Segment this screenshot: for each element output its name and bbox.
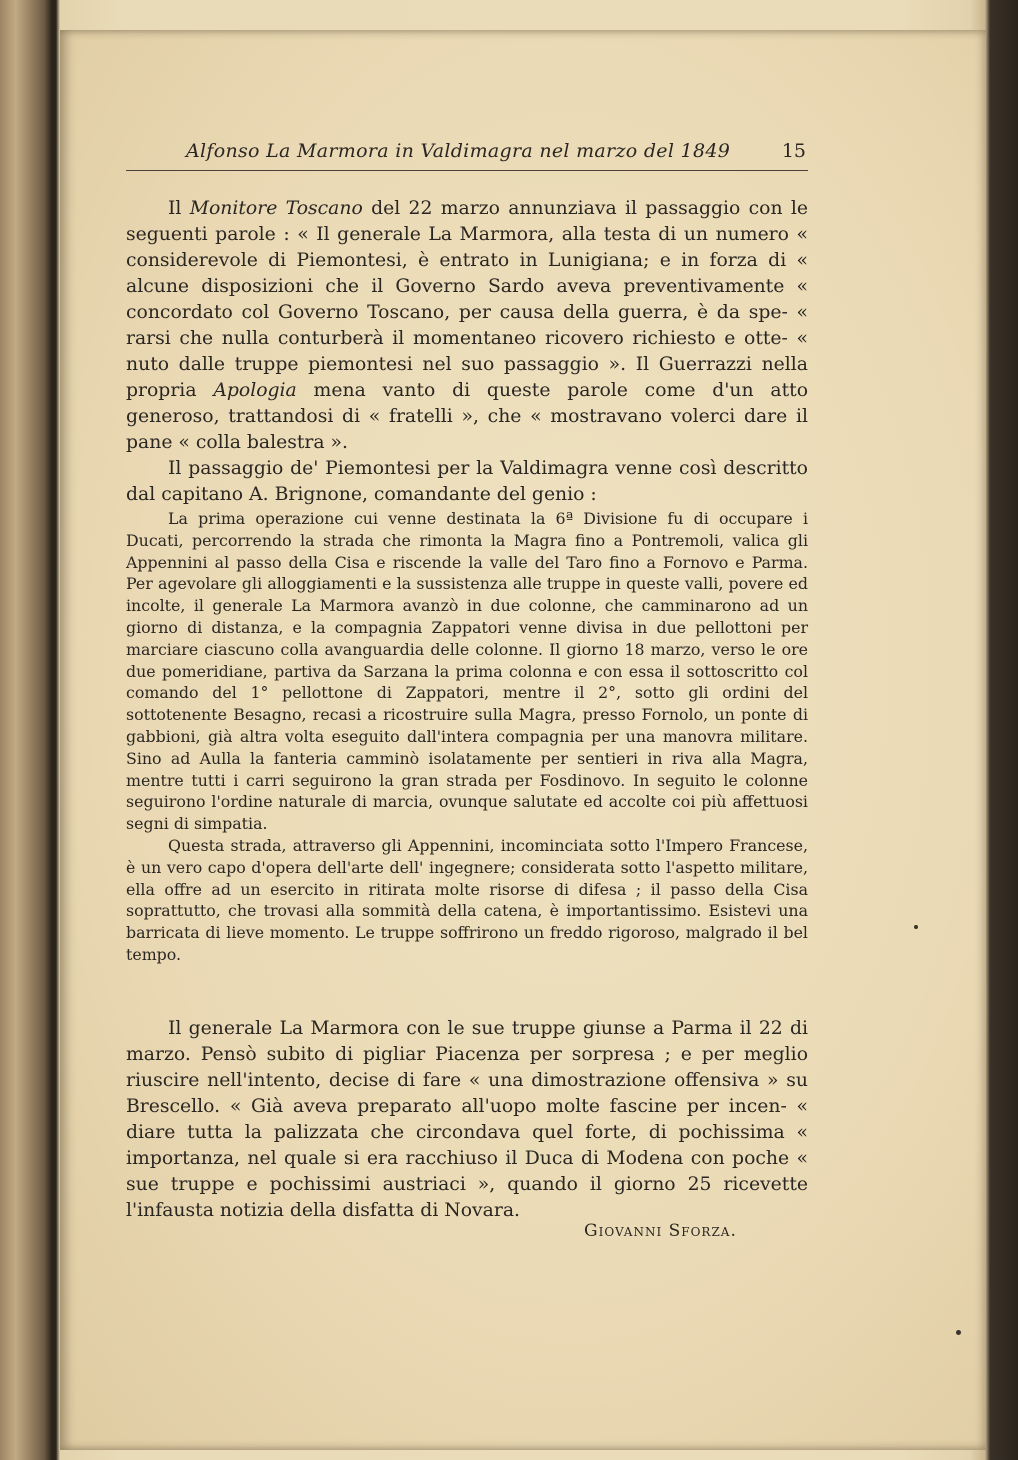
p1-text-start: Il xyxy=(168,198,190,219)
paragraph-monitore xyxy=(126,196,808,456)
header-rule xyxy=(126,170,808,171)
p1-italic-apologia: Apologia xyxy=(213,380,297,401)
quoted-block xyxy=(126,508,808,966)
paper-speck xyxy=(956,1330,961,1335)
paragraph-parma: Il generale La Marmora con le sue truppe giunse a Parma il 22 di marzo. Pensò subito di pigliar Piacenza per sorpresa ; e per meglio riuscire nell'intento, decise di fare « una dimostrazione offensiva » su Brescello. « Già aveva preparato all'uopo molte fascine per incen- « diare tutta la palizzata che circondava quel forte, di pochissima « importanza, nel quale si era racchiuso il Duca di Modena con poche « sue truppe e pochissimi austriaci », quando il giorno 25 ricevette l'infausta notizia della disfatta di Novara. xyxy=(126,1018,808,1221)
continuation-section xyxy=(126,1016,808,1224)
left-page-edge xyxy=(0,0,52,1460)
paragraph-passaggio: Il passaggio de' Piemontesi per la Valdimagra venne così descritto dal capitano A. Brignone, comandante del genio : xyxy=(126,458,808,505)
running-header xyxy=(126,140,808,170)
quote-paragraph-2: Questa strada, attraverso gli Appennini, incominciata sotto l'Impero Francese, è un vero capo d'opera dell'arte dell' ingegnere; considerata sotto l'aspetto militare, ella offre ad un esercito in ritirata molte risorse di difesa ; il passo della Cisa soprattutto, che trovasi alla sommità della catena, è importantissimo. Esistevi una barricata di lieve momento. Le truppe soffrirono un freddo rigoroso, malgrado il bel tempo. xyxy=(126,835,808,964)
p1-text-end: mena vanto di queste parole come d'un atto generoso, trattandosi di « fratelli », che « mostravano volerci dare il pane « colla balestra ». xyxy=(126,380,808,453)
quote-paragraph-1: La prima operazione cui venne destinata la 6ª Divisione fu di occupare i Ducati, percorrendo la strada che rimonta la Magra fino a Pontremoli, valica gli Appennini al passo della Cisa e riscende la valle del Taro fino a Fornovo e Parma. Per agevolare gli alloggiamenti e la sussistenza alle truppe in queste valli, povere ed incolte, il generale La Marmora avanzò in due colonne, che camminarono ad un giorno di distanza, e la compagnia Zappatori venne divisa in due pellottoni per marciare ciascuno colla avanguardia delle colonne. Il giorno 18 marzo, verso le ore due pomeridiane, partiva da Sarzana la prima colonna e con essa il sottoscritto col comando del 1° pellottone di Zappatori, mentre il 2°, sotto gli ordini del sottotenente Besagno, recasi a ricostruire sulla Magra, presso Fornolo, un ponte di gabbioni, già altra volta eseguito dall'intera compagnia per una manovra militare. Sino ad Aulla la fanteria camminò isolatamente per sentieri in riva alla Magra, mentre tutti i carri seguirono la gran strada per Fosdinovo. In seguito le colonne seguirono l'ordine naturale di marcia, ovunque salutate ed accolte coi più affettuosi segni di simpatia. xyxy=(126,509,808,834)
intro-section xyxy=(126,196,808,508)
p1-text-mid: del 22 marzo annunziava il passaggio con le seguenti parole : « Il generale La Marmora, alla testa di un numero « considerevole di Piemontesi, è entrato in Lunigiana; e in forza di « alcune disposizioni che il Governo Sardo aveva preventivamente « concordato col Governo Toscano, per causa della guerra, è da spe- « rarsi che nulla conturberà il momentaneo ricovero richiesto e otte- « nuto dalle truppe piemontesi nel suo passaggio ». Il Guerrazzi nella propria xyxy=(126,198,808,401)
paper-speck xyxy=(914,925,918,929)
page-number: 15 xyxy=(781,140,806,162)
p1-italic-monitore: Monitore Toscano xyxy=(189,198,363,219)
author-signature: Giovanni Sforza. xyxy=(584,1221,737,1241)
header-title: Alfonso La Marmora in Valdimagra nel marzo del 1849 xyxy=(186,140,731,162)
